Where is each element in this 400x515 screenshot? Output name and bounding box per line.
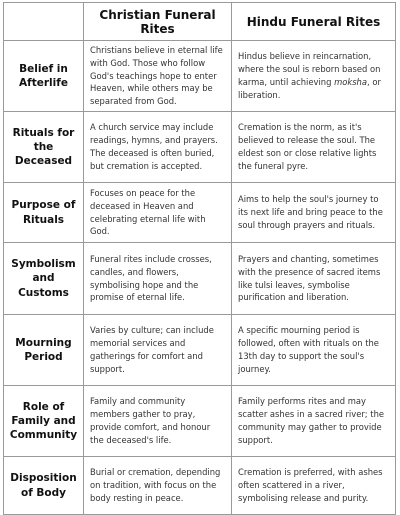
row-label-mourning-period: Mourning Period xyxy=(4,315,84,386)
christian-cell: A church service may include readings, hymns, and prayers. The deceased is often buried, but cremation is accepted. xyxy=(84,112,232,183)
christian-cell: Varies by culture; can include memorial services and gatherings for comfort and support. xyxy=(84,315,232,386)
hindu-cell xyxy=(232,41,396,112)
hindu-cell: Cremation is the norm, as it's believed to release the soul. The eldest son or close relative lights the funeral pyre. xyxy=(232,112,396,183)
christian-cell: Funeral rites include crosses, candles, and flowers, symbolising hope and the promise of eternal life. xyxy=(84,243,232,315)
table-row xyxy=(4,386,396,457)
christian-cell: Family and community members gather to pray, provide comfort, and honour the deceased's life. xyxy=(84,386,232,457)
hindu-column-header: Hindu Funeral Rites xyxy=(232,3,396,41)
row-label-belief-in-afterlife: Belief in Afterlife xyxy=(4,41,84,112)
row-label-disposition-of-body: Disposition of Body xyxy=(4,457,84,515)
hindu-text-before: Hindus believe in reincarnation, where the soul is reborn based on karma, until achieving xyxy=(238,51,381,87)
hindu-cell: Prayers and chanting, sometimes with the presence of sacred items like tulsi leaves, symbolise purification and liberation. xyxy=(232,243,396,315)
christian-cell: Christians believe in eternal life with God. Those who follow God's teachings hope to enter Heaven, while others may be separated from God. xyxy=(84,41,232,112)
table-row xyxy=(4,112,396,183)
table-row xyxy=(4,41,396,112)
christian-cell: Burial or cremation, depending on tradition, with focus on the body resting in peace. xyxy=(84,457,232,515)
christian-cell: Focuses on peace for the deceased in Heaven and celebrating eternal life with God. xyxy=(84,183,232,243)
christian-column-header: Christian Funeral Rites xyxy=(84,3,232,41)
row-label-rituals-for-the-deceased: Rituals for the Deceased xyxy=(4,112,84,183)
hindu-text-after: , or liberation. xyxy=(238,77,381,100)
table-row xyxy=(4,183,396,243)
hindu-cell: A specific mourning period is followed, often with rituals on the 13th day to support the soul's journey. xyxy=(232,315,396,386)
table-row xyxy=(4,243,396,315)
table-row xyxy=(4,457,396,515)
table-row xyxy=(4,315,396,386)
hindu-cell: Family performs rites and may scatter ashes in a sacred river; the community may gather to provide support. xyxy=(232,386,396,457)
hindu-cell: Aims to help the soul's journey to its next life and bring peace to the soul through prayers and rituals. xyxy=(232,183,396,243)
corner-cell xyxy=(4,3,84,41)
hindu-emphasis-moksha: moksha xyxy=(334,77,367,87)
row-label-purpose-of-rituals: Purpose of Rituals xyxy=(4,183,84,243)
row-label-symbolism-and-customs: Symbolism and Customs xyxy=(4,243,84,315)
row-label-role-of-family-and-community: Role of Family and Community xyxy=(4,386,84,457)
comparison-table xyxy=(3,2,396,515)
hindu-cell: Cremation is preferred, with ashes often scattered in a river, symbolising release and purity. xyxy=(232,457,396,515)
header-row xyxy=(4,3,396,41)
